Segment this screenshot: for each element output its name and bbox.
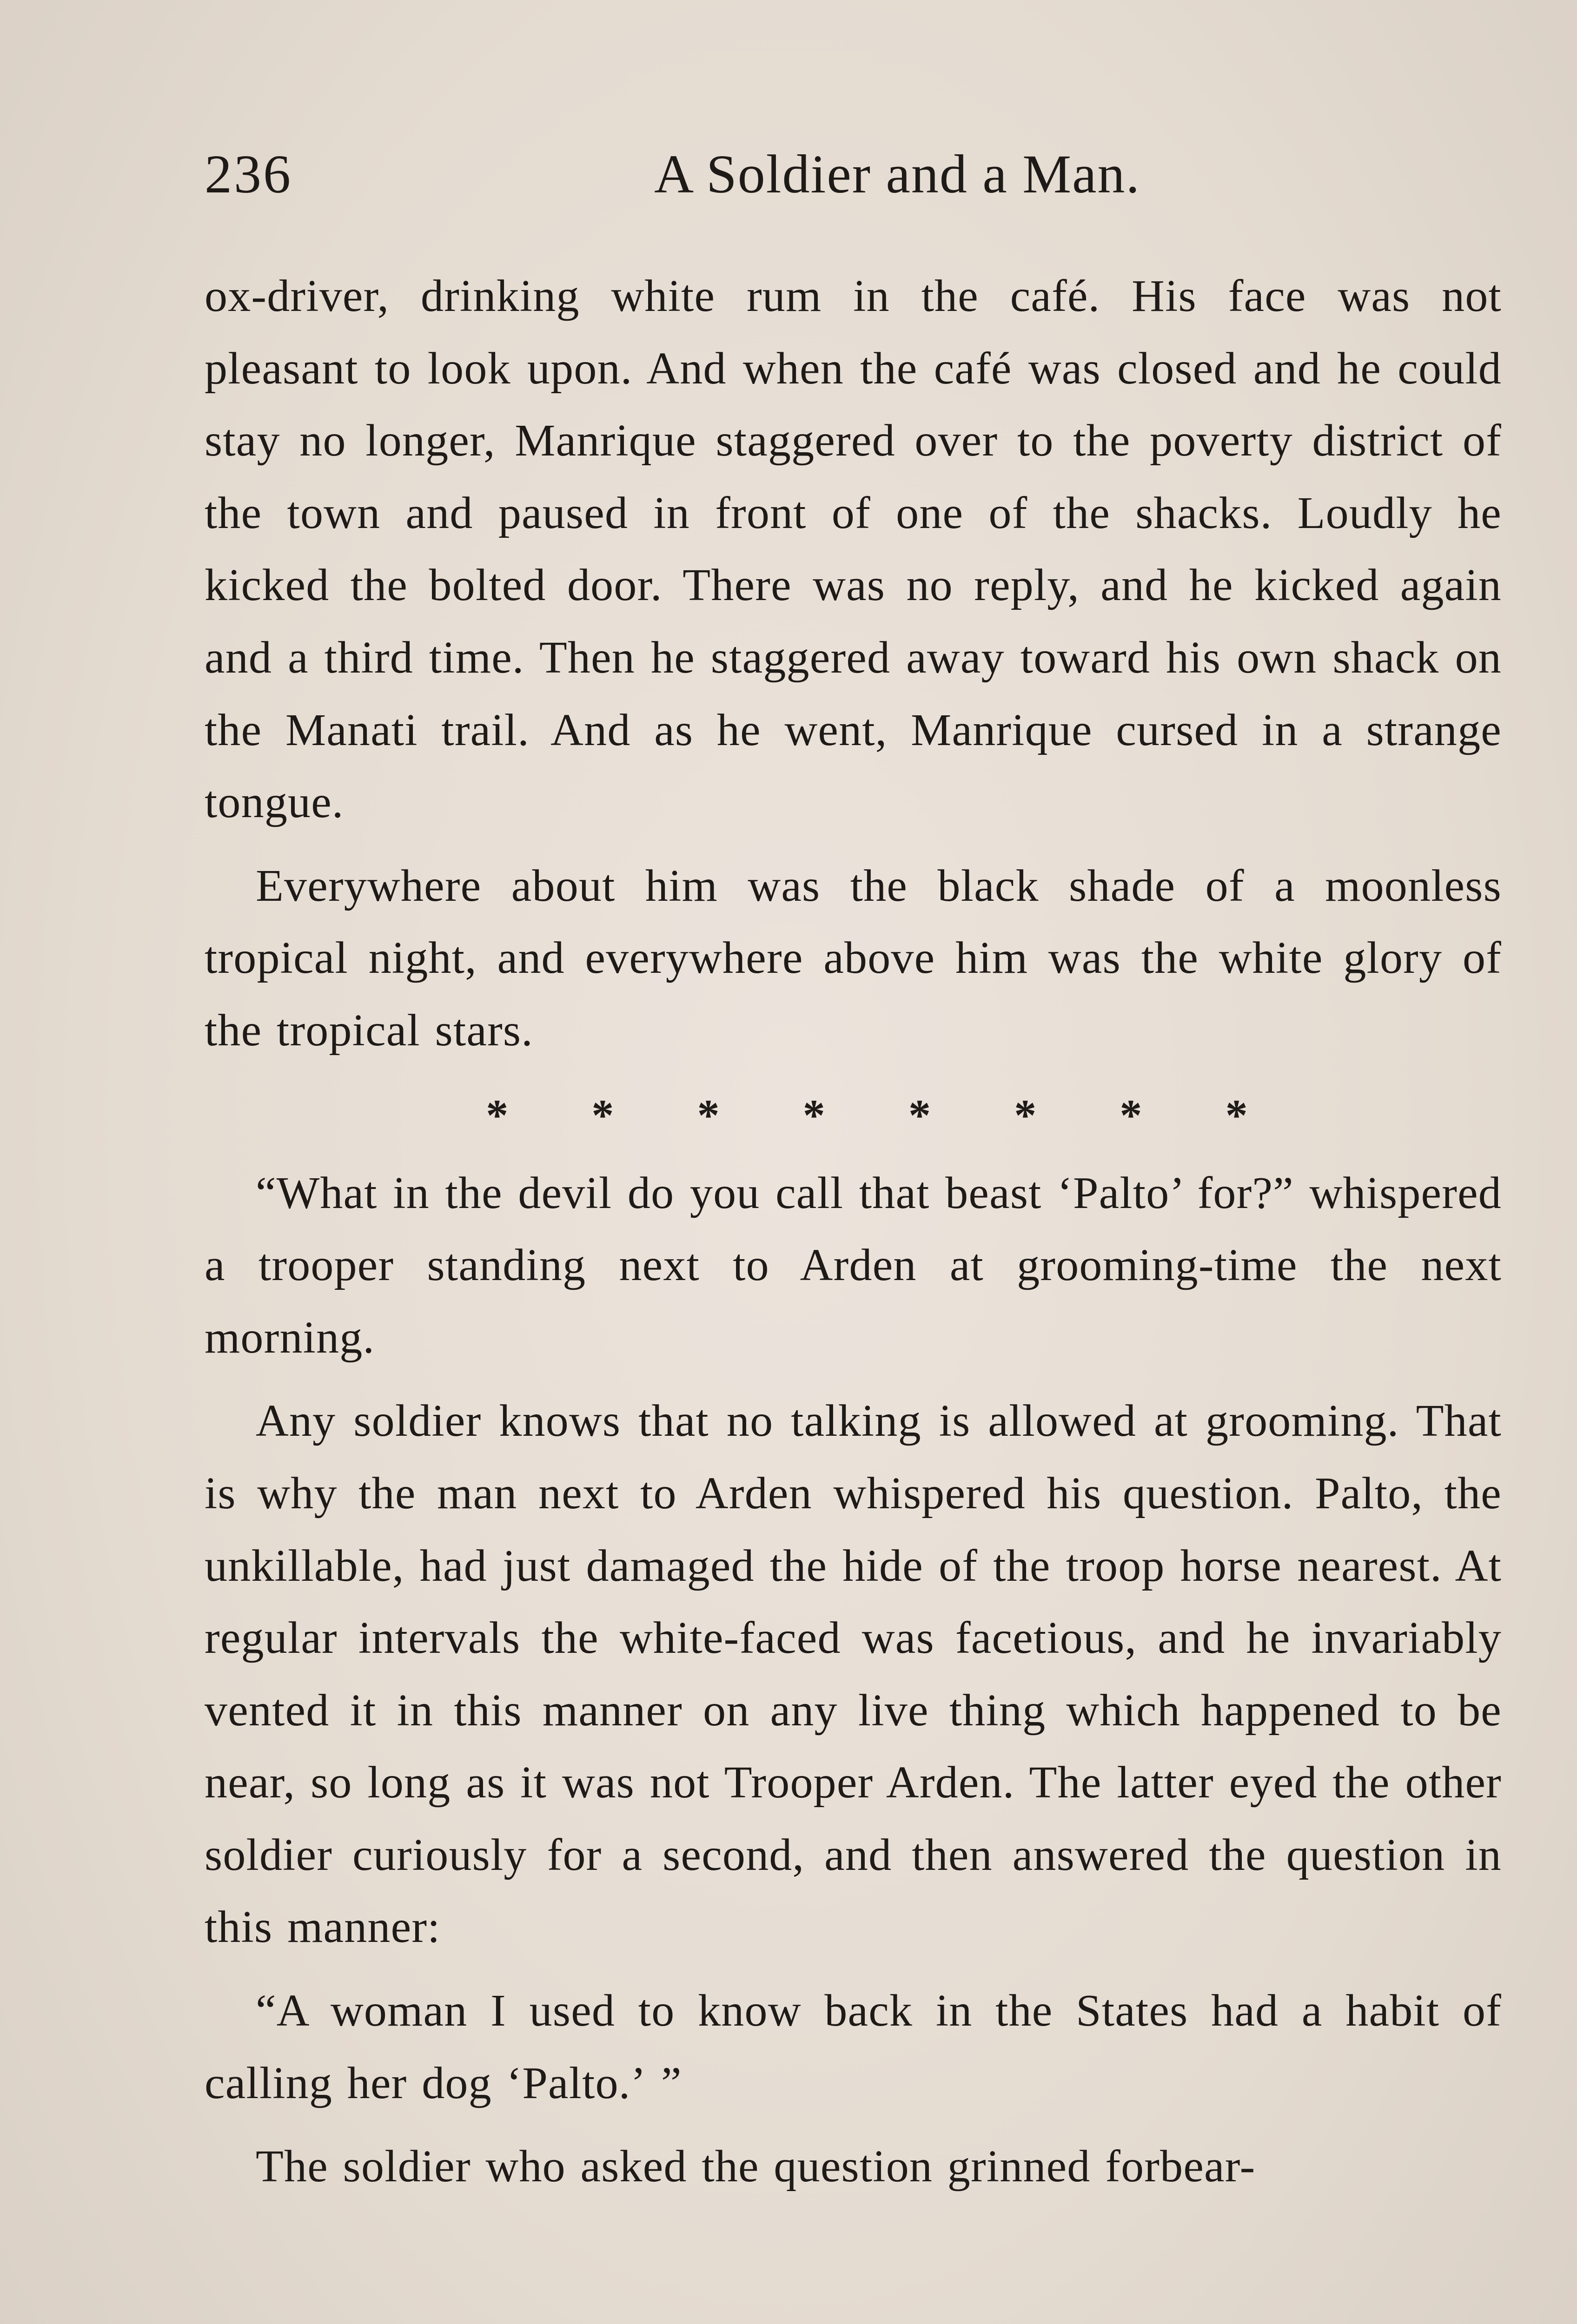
asterisk: * — [1225, 1090, 1248, 1140]
asterisk: * — [1120, 1090, 1143, 1140]
paragraph-1: ox-driver, drinking white rum in the café. His face was not pleasant to look upon. And when the café was closed and he could stay no longer, Manrique staggered over to the poverty district of the town and paused in front of one of the shacks. Loudly he kicked the bolted door. There was no reply, and he kicked again and a third time. Then he staggered away toward his own shack on the Manati trail. And as he went, Manrique cursed in a strange tongue. — [205, 271, 1502, 828]
body-text — [205, 260, 1502, 2203]
asterisk: * — [802, 1090, 826, 1140]
asterisk: * — [908, 1090, 932, 1140]
page-number: 236 — [205, 144, 292, 205]
asterisk: * — [697, 1090, 720, 1140]
asterisk: * — [486, 1090, 509, 1140]
paragraph-4: Any soldier knows that no talking is allowed at grooming. That is why the man next to Arden whispered his question. Palto, the unkillable, had just damaged the hide of the troop horse nearest. At regular intervals the white-faced was facetious, and he invariably vented it in this manner on any live thing which happened to be near, so long as it was not Trooper Arden. The latter eyed the other soldier curiously for a second, and then answered the question in this manner: — [205, 1396, 1502, 1953]
paragraph-3: “What in the devil do you call that beast ‘Palto’ for?” whispered a trooper standing next to Arden at grooming-time the next morning. — [205, 1168, 1502, 1363]
section-break — [205, 1088, 1502, 1143]
book-title: A Soldier and a Man. — [654, 144, 1141, 205]
asterisk: * — [591, 1090, 615, 1140]
paragraph-2: Everywhere about him was the black shade of a moonless tropical night, and everywhere above him was the white glory of the tropical stars. — [205, 860, 1502, 1056]
paragraph-6: The soldier who asked the question grinned forbear- — [256, 2141, 1256, 2192]
paragraph-5: “A woman I used to know back in the States had a habit of calling her dog ‘Palto.’ ” — [205, 1986, 1502, 2108]
running-head — [205, 139, 1497, 209]
asterisk: * — [1014, 1090, 1037, 1140]
